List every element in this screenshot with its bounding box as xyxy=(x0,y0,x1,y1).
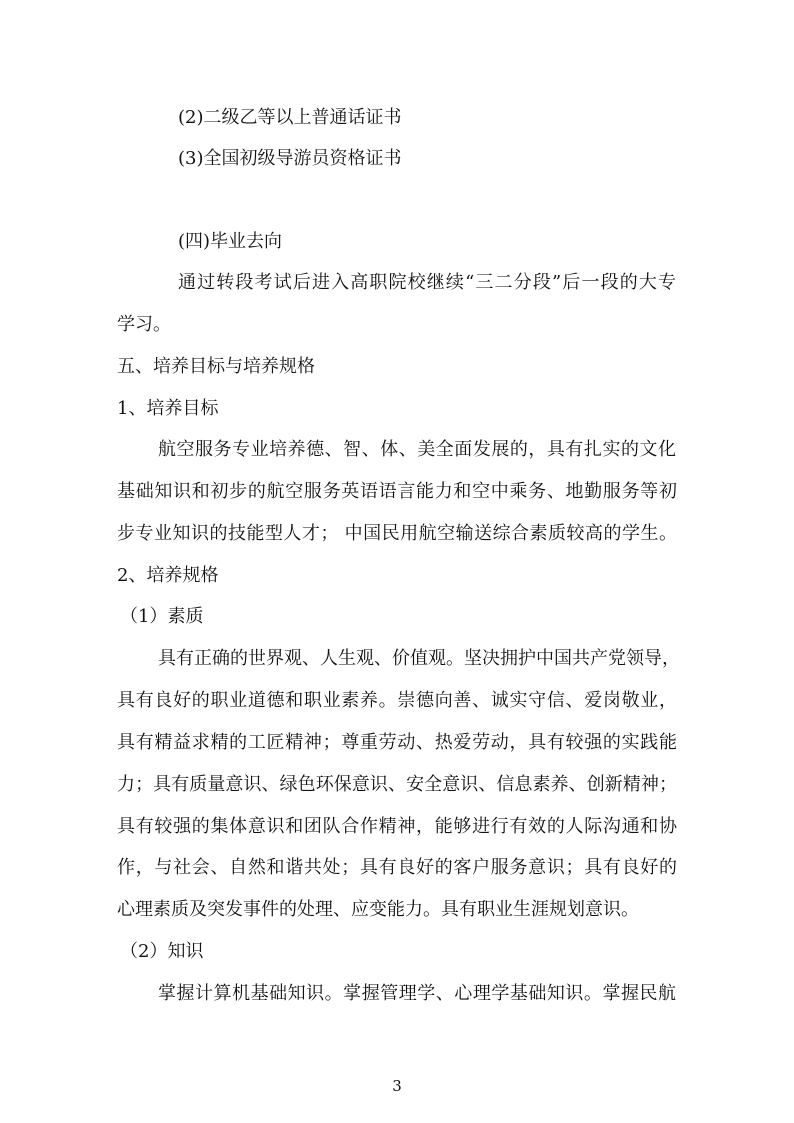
paragraph-line: 力；具有质量意识、绿色环保意识、安全意识、信息素养、创新精神； xyxy=(117,774,677,795)
page-number: 3 xyxy=(392,1077,402,1095)
certificate-item-3: (3)全国初级导游员资格证书 xyxy=(178,148,402,169)
paragraph-line: 步专业知识的技能型人才； 中国民用航空输送综合素质较高的学生。 xyxy=(117,523,677,544)
paragraph-line: 具有正确的世界观、人生观、价值观。坚决拥护中国共产党领导， xyxy=(158,648,680,669)
subsection-heading-goals: 1、培养目标 xyxy=(117,398,219,419)
paragraph-line: 航空服务专业培养德、智、体、美全面发展的，具有扎实的文化 xyxy=(158,439,676,460)
paragraph-line: 具有较强的集体意识和团队合作精神，能够进行有效的人际沟通和协 xyxy=(117,816,677,837)
paragraph-line: 掌握计算机基础知识。掌握管理学、心理学基础知识。掌握民航 xyxy=(158,983,676,1004)
paragraph-line: 具有良好的职业道德和职业素养。崇德向善、诚实守信、爱岗敬业， xyxy=(117,690,677,711)
paragraph-line: 心理素质及突发事件的处理、应变能力。具有职业生涯规划意识。 xyxy=(117,899,639,920)
item-heading-knowledge: （2）知识 xyxy=(120,941,204,962)
paragraph-line: 具有精益求精的工匠精神；尊重劳动、热爱劳动，具有较强的实践能 xyxy=(117,732,677,753)
subsection-heading-specifications: 2、培养规格 xyxy=(117,565,219,586)
paragraph-line: 通过转段考试后进入高职院校继续“三二分段”后一段的大专 xyxy=(178,272,676,293)
section-heading-training: 五、培养目标与培养规格 xyxy=(117,356,315,377)
paragraph-line: 作，与社会、自然和谐共处；具有良好的客户服务意识；具有良好的 xyxy=(117,857,677,878)
certificate-item-2: (2)二级乙等以上普通话证书 xyxy=(178,107,402,128)
section-heading-graduation: (四)毕业去向 xyxy=(178,231,283,252)
item-heading-quality: （1）素质 xyxy=(120,606,204,627)
paragraph-line: 学习。 xyxy=(117,314,171,335)
paragraph-line: 基础知识和初步的航空服务英语语言能力和空中乘务、地勤服务等初 xyxy=(117,481,677,502)
